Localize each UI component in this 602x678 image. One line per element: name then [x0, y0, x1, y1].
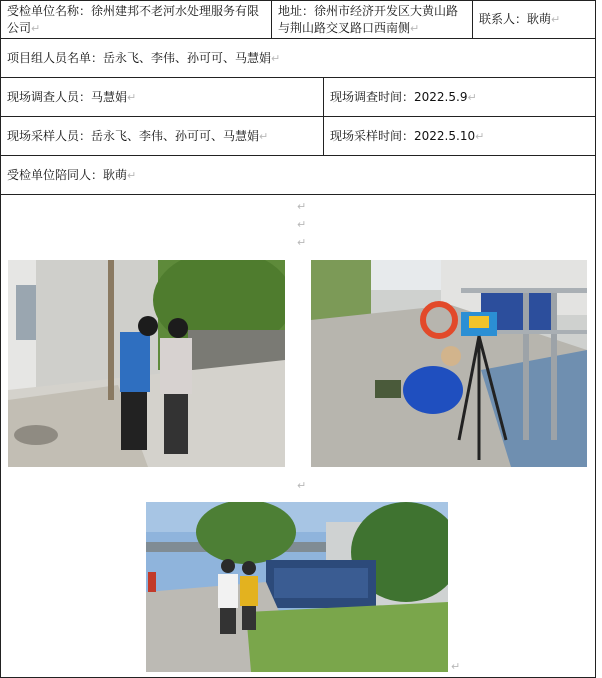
contact-cell: [473, 1, 595, 38]
paragraph-mark: ↵: [467, 90, 477, 104]
survey-people-cell: [1, 78, 323, 116]
survey-time-label: 现场调查时间：: [330, 89, 415, 104]
sampling-time-value: 2022.5.10: [414, 128, 476, 143]
team-label: 项目组人员名单：: [7, 50, 104, 65]
paragraph-mark: ↵: [297, 200, 307, 213]
photo-site-survey: [8, 260, 285, 467]
table-border-right: [595, 0, 596, 678]
paragraph-mark: ↵: [31, 22, 41, 35]
photo-sampling-equipment: [311, 260, 587, 467]
row-divider-5: [0, 194, 596, 195]
paragraph-mark: ↵: [475, 129, 485, 143]
paragraph-mark: ↵: [127, 168, 137, 182]
survey-time-cell: [324, 78, 595, 116]
escort-cell: [1, 156, 595, 194]
escort-label: 受检单位陪同人：: [7, 167, 104, 182]
survey-time-value: 2022.5.9: [414, 89, 468, 104]
paragraph-mark: ↵: [297, 236, 307, 249]
paragraph-mark: ↵: [451, 660, 461, 673]
paragraph-mark: ↵: [410, 22, 420, 35]
paragraph-mark: ↵: [551, 13, 561, 26]
address-cell: [272, 1, 472, 38]
paragraph-mark: ↵: [127, 90, 137, 104]
inspected-unit-cell: [1, 1, 271, 38]
paragraph-mark: ↵: [297, 218, 307, 231]
escort-value: 耿萌: [103, 167, 128, 182]
team-cell: [1, 39, 595, 77]
inspected-unit-text: 受检单位名称：徐州建邦不老河水处理服务有限公司: [7, 4, 260, 35]
sampling-time-cell: [324, 117, 595, 155]
contact-label: 联系人：: [479, 12, 528, 26]
paragraph-mark: ↵: [271, 51, 281, 65]
sampling-time-label: 现场采样时间：: [330, 128, 415, 143]
photo-entrance-group: [146, 502, 448, 672]
sampling-people-value: 岳永飞、李伟、孙可可、马慧娟: [91, 128, 260, 143]
sampling-people-cell: [1, 117, 323, 155]
survey-people-value: 马慧娟: [91, 89, 128, 104]
team-value: 岳永飞、李伟、孙可可、马慧娟: [103, 50, 272, 65]
survey-people-label: 现场调查人员：: [7, 89, 92, 104]
contact-value: 耿萌: [527, 12, 552, 26]
sampling-people-label: 现场采样人员：: [7, 128, 92, 143]
paragraph-mark: ↵: [259, 129, 269, 143]
address-text: 地址：徐州市经济开发区大黄山路与荆山路交叉路口西南侧: [278, 4, 459, 35]
paragraph-mark: ↵: [297, 479, 307, 492]
